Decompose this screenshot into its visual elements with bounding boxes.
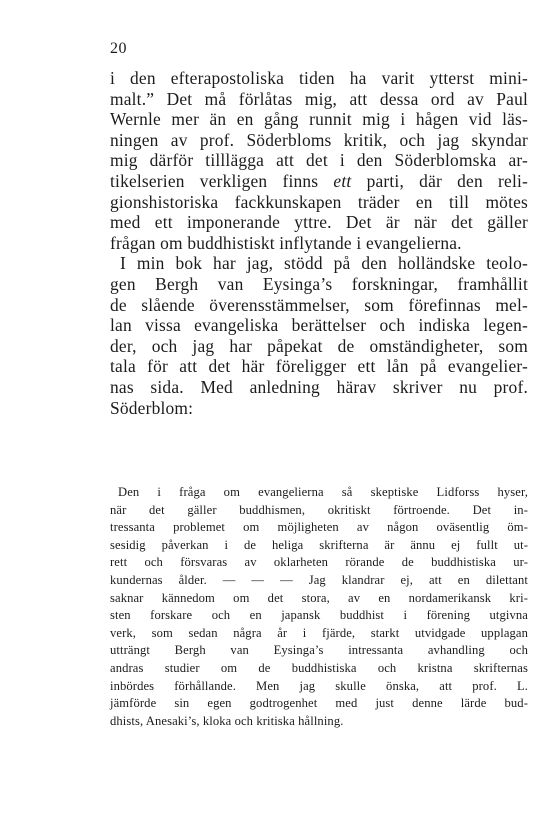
quote-line: inbördes förhållande. Men jag skulle önska, att prof. L. [110,678,528,693]
main-line: der, och jag har påpekat de omständigheter, som [110,335,528,356]
main-line: tala för att det här föreligger ett lån på evangelier- [110,356,528,377]
main-line: i den efterapostoliska tiden ha varit ytterst mini- [110,68,528,88]
main-line-with-emphasis [110,171,528,192]
quote-line: utträngt Bergh van Eysinga’s intressanta avhandling och [110,643,528,658]
main-line: med ett imponerande yttre. Det är när det gäller [110,212,528,233]
main-line: I min bok har jag, stödd på den holländske teolo- [120,253,528,274]
emphasis-word: ett [333,170,352,191]
quote-line: när det gäller buddhismen, okritiskt förtroende. Det in- [110,502,528,517]
main-line: mig därför tilllägga att det i den Söderblomska ar- [110,150,528,171]
quote-line: sten forskare och en japansk buddhist i förening utgivna [110,608,528,623]
quote-line: jämförde sin egen godtrogenhet med just denne lärde bud- [110,696,528,711]
quote-line: sesidig påverkan i de heliga skrifterna är ännu ej fullt ut- [110,537,528,552]
main-line-part: parti, där den reli- [351,170,529,191]
quote-line: kundernas ålder. — — — Jag klandrar ej, att en dilettant [110,572,528,587]
main-line: de slående överensstämmelser, som förefinnas mel- [110,294,528,315]
main-line: ningen av prof. Söderbloms kritik, och jag skyndar [110,129,528,150]
main-line: gionshistoriska fackkunskapen träder en till mötes [110,191,528,212]
main-line: frågan om buddhistiskt inflytande i evangelierna. [110,232,462,253]
main-line-part: tikelserien verkligen finns [110,170,334,191]
quote-line: dhists, Anesaki’s, kloka och kritiska hållning. [110,713,344,728]
page-number: 20 [110,40,127,57]
main-line: malt.” Det må förlåtas mig, att dessa ord av Paul [110,88,528,109]
main-line: Wernle mer än en gång runnit mig i hågen vid läs- [110,109,528,130]
main-line: nas sida. Med anledning härav skriver nu prof. [110,376,528,397]
main-line: gen Bergh van Eysinga’s forskningar, framhållit [110,273,528,294]
block-quote [110,484,528,730]
quote-line: verk, som sedan några år i fjärde, starkt utvidgade upplagan [110,625,528,640]
main-line: lan vissa evangeliska berättelser och indiska legen- [110,315,528,336]
main-text-block [110,68,528,418]
quote-line: tressanta problemet om möjligheten av någon oväsentlig öm- [110,520,528,535]
quote-line: andras studier om de buddhistiska och kristna skrifternas [110,660,528,675]
quote-line: Den i fråga om evangelierna så skeptiske Lidforss hyser, [118,485,528,499]
quote-line: rett och försvaras av oklarheten rörande de buddhistiska ur- [110,555,528,570]
main-line: Söderblom: [110,397,194,418]
quote-line: saknar kännedom om det stora, av en nordamerikansk kri- [110,590,528,605]
